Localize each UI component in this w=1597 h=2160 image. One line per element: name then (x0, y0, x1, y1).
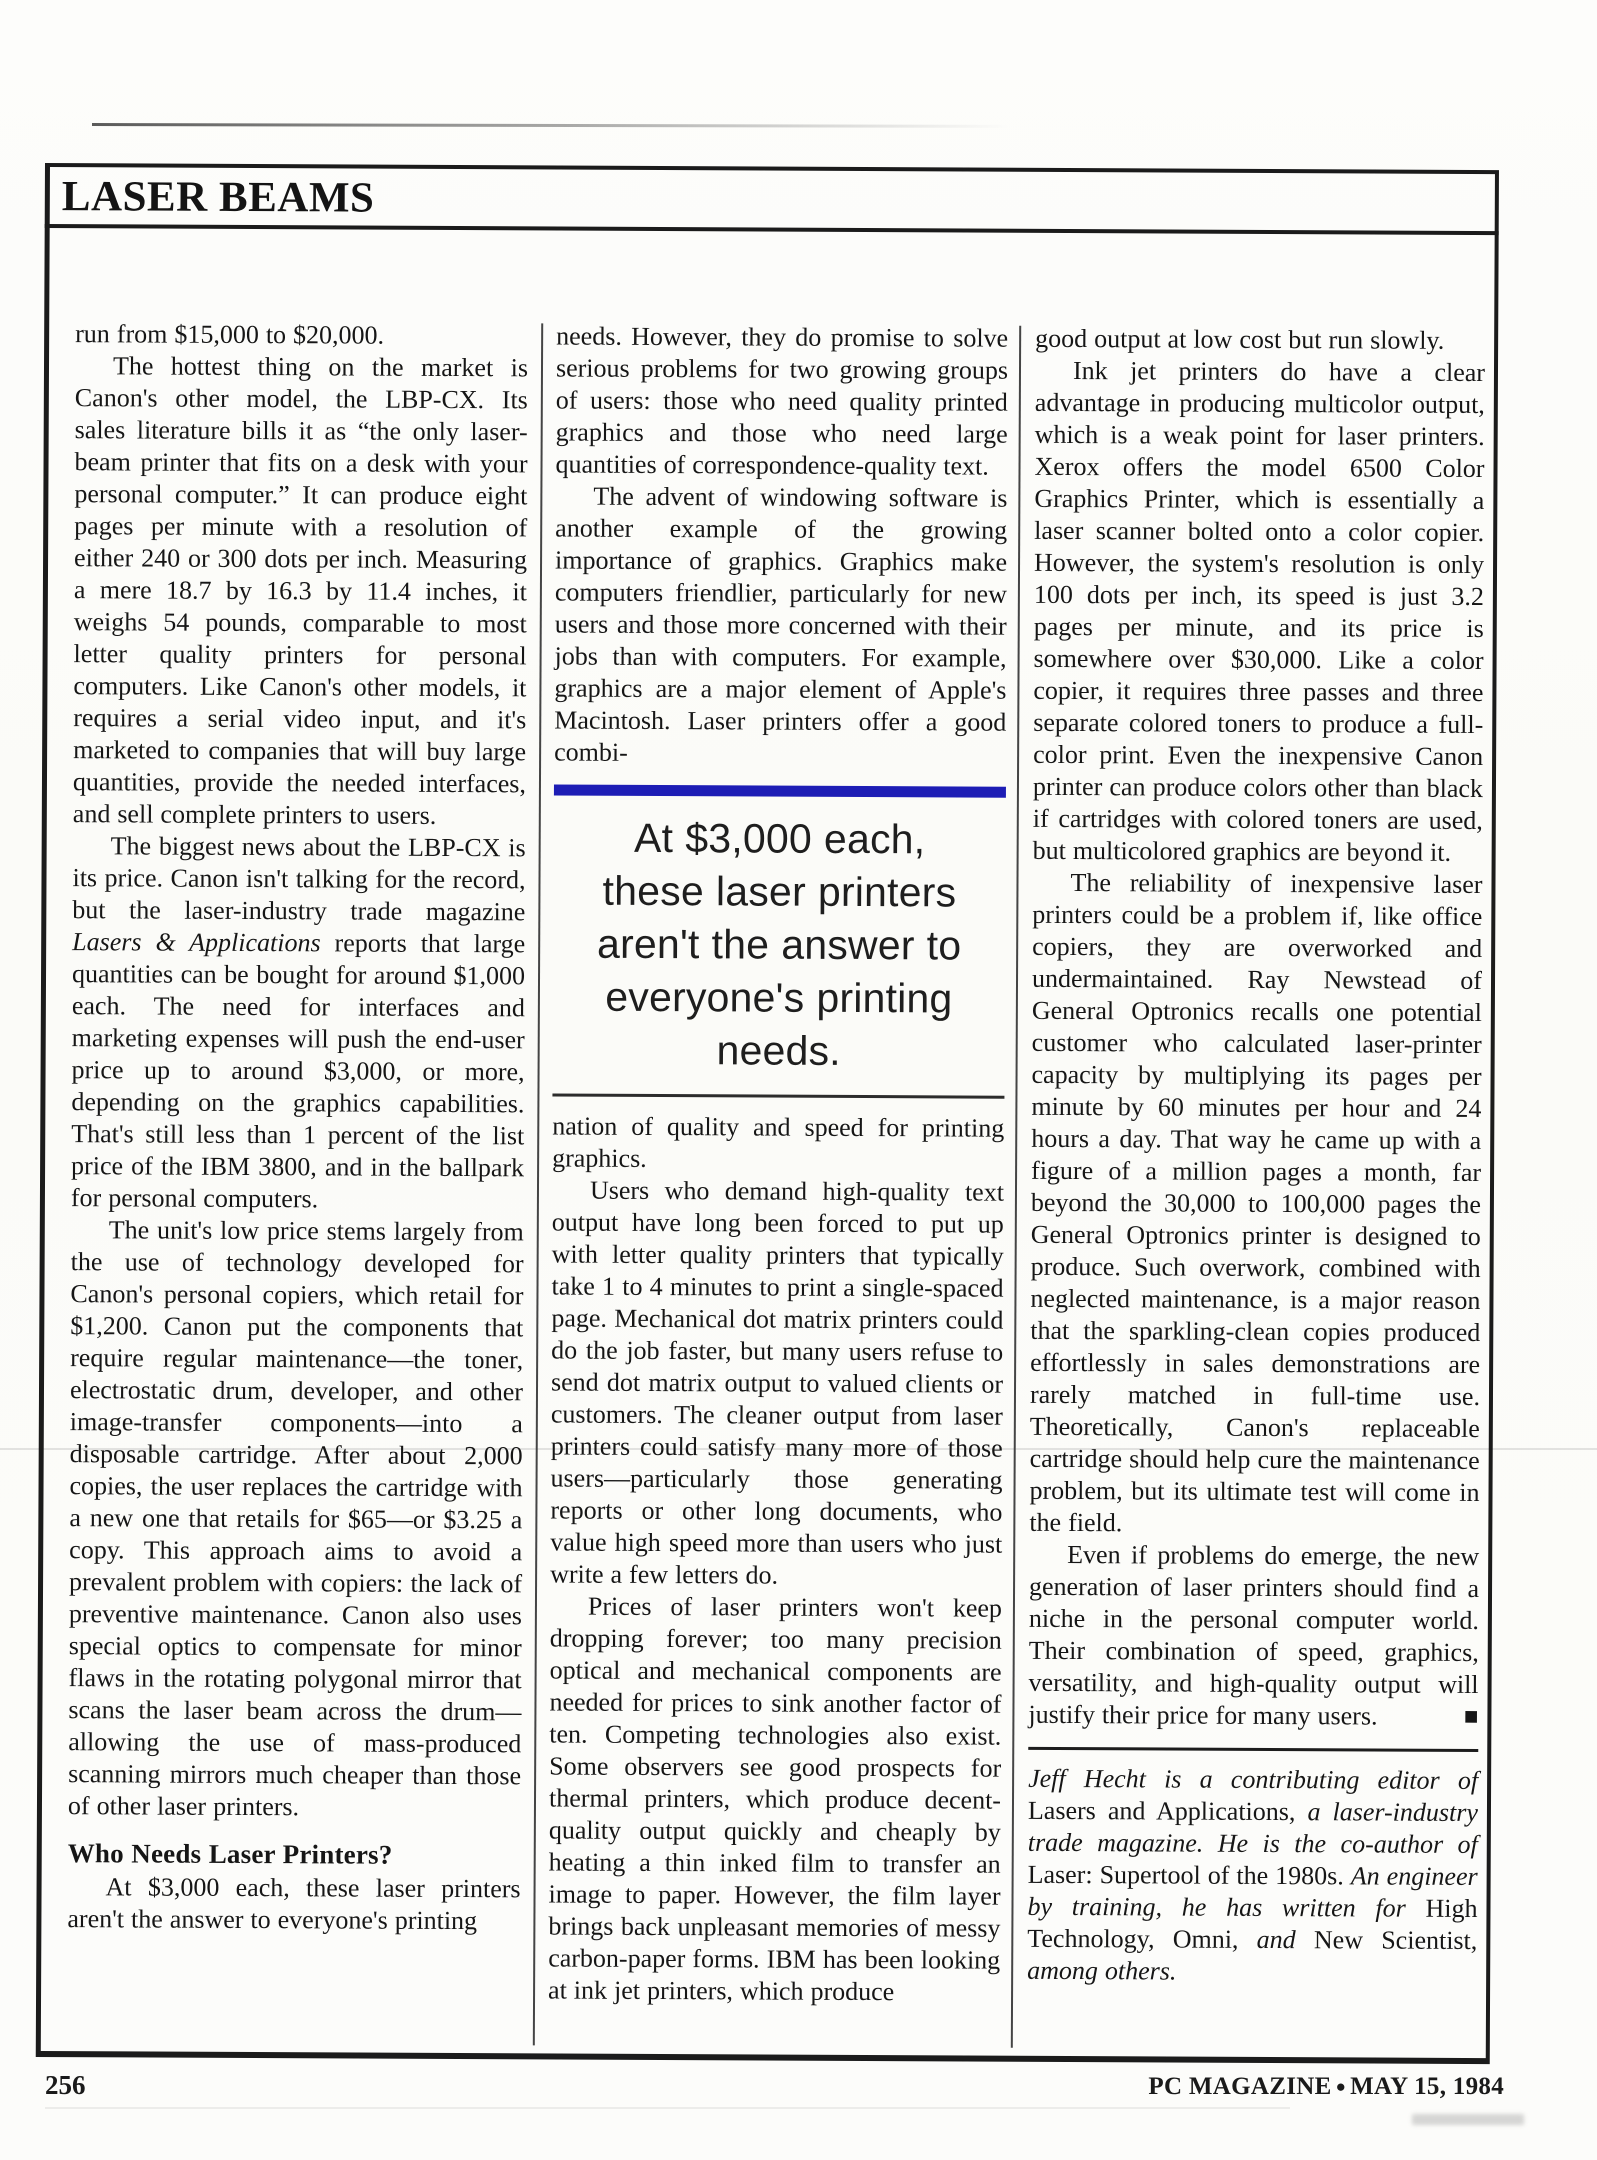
text-segment: Lasers & Applications (72, 927, 321, 958)
text-segment: run from $15,000 to $20,000. (75, 319, 385, 350)
article-frame (36, 163, 1499, 2064)
article-paragraph (548, 1590, 1002, 2008)
text-segment: among others. (1027, 1955, 1177, 1986)
text-segment: needs. However, they do promise to solve serious problems for two growing groups of users: those who need quality printed graphics and those who need large quantities of correspondence-quality text. (555, 321, 1009, 481)
article-column-2 (548, 321, 1008, 2009)
text-segment: Prices of laser printers won't keep dropping forever; too many precision optical and mechanical components are needed for prices to sink another factor of ten. Competing technologies also exist. Some observers see good prospects for thermal printers, which produce decent-quality output quickly and cheaply by heating a thin inked film to transfer an image to paper. However, the film layer brings back unpleasant memories of messy carbon-paper forms. IBM has been looking at ink jet printers, which produce (548, 1591, 1003, 2007)
text-segment: The advent of windowing software is another example of the growing importance of graphics. Graphics make computers friendlier, particularly for new users and those more concerned with their jobs than with computers. For example, graphics are a major element of Apple's Macintosh. Laser printers offer a good combi- (554, 481, 1008, 767)
text-segment: reports that large quantities can be bought for around $1,000 each. The need for interfaces and marketing expenses will push the end-user price up to around $3,000, or more, depending on the graphics capabilities. That's still less than 1 percent of the list price of the IBM 3800, and in the ballpark for personal computers. (70, 928, 526, 1214)
text-segment: At $3,000 each, these laser printers aren't the answer to everyone's printing (67, 1872, 521, 1936)
text-segment: The biggest news about the LBP-CX is its price. Canon isn't talking for the record, but the laser-industry trade magazine (72, 831, 526, 927)
text-segment: a laser-industry trade magazine. He is the co-author of (1027, 1797, 1479, 1860)
article-paragraph (75, 318, 528, 352)
bio-divider (1028, 1747, 1478, 1752)
pull-quote-rule (552, 1093, 1004, 1098)
magazine-name: PC MAGAZINE (1148, 2073, 1332, 2100)
article-paragraph (550, 1174, 1004, 1592)
section-heading: Who Needs Laser Printers? (67, 1838, 393, 1870)
text-segment: good output at low cost but run slowly. (1035, 323, 1445, 355)
article-paragraph (555, 321, 1008, 483)
text-segment: The hottest thing on the market is Canon's other model, the LBP-CX. Its sales literature bills it as “the only laser-beam printer that fits on a desk with your personal computer.” It can produce eight pages per minute with a resolution of either 240 or 300 dots per inch. Measuring a mere 18.7 by 16.3 by 11.4 inches, it weighs 54 pounds, comparable to most letter quality printers for personal computers. Like Canon's other models, it requires a serial video input, and it's marketed to companies that will buy large quantities, provide the needed interfaces, and sell complete printers to users. (72, 351, 529, 830)
text-segment: An engineer by training, he has written for (1027, 1861, 1478, 1923)
pull-quote-line: needs. (716, 1027, 841, 1074)
text-segment: Users who demand high-quality text output have long been forced to put up with letter quality printers that typically take 1 to 4 minutes to print a single-spaced page. Mechanical dot matrix printers could do the job faster, but many users refuse to send dot matrix output to valued clients or customers. The cleaner output from laser printers could satisfy many more of those users—particularly those generating reports or other long documents, who value high speed more than users who just write a few letters do. (550, 1175, 1005, 1590)
text-segment: The unit's low price stems largely from the use of technology developed for Canon's personal copiers, which retail for $1,200. Canon put the components that require regular maintenance—the toner, electrostatic drum, developer, and other image-transfer components—into a disposable cartridge. After about 2,000 copies, the user replaces the cartridge with a new one that retails for $65—or $3.25 a copy. This approach aims to avoid a prevalent problem with copiers: the lack of preventive maintenance. Canon also uses special optics to compensate for minor flaws in the rotating polygonal mirror that scans the laser beam across the drum—allowing the use of mass-produced scanning mirrors much cheaper than those of other laser printers. (67, 1215, 524, 1822)
article-paragraph (67, 1871, 520, 1937)
text-segment: New Scientist, (1313, 1925, 1478, 1956)
text-segment: Ink jet printers do have a clear advantage in producing multicolor output, which is a weak point for laser printers. Xerox offers the model 6500 Color Graphics Printer, which is essentially a laser scanner bolted onto a color copier. However, the system's resolution is only 100 dots per inch, its speed is just 3.2 pages per minute, and its price is somewhere over $30,000. Like a color copier, it requires three passes and three separate colored toners to produce a full-color print. Even the inexpensive Canon printer can produce colors other than black if cartridges with colored toners are used, but multicolored graphics are beyond it. (1032, 356, 1486, 867)
issue-date: MAY 15, 1984 (1350, 2073, 1504, 2100)
text-segment: Laser: Supertool of the 1980s. (1027, 1859, 1351, 1891)
article-section-title: LASER BEAMS (61, 173, 375, 222)
article-paragraph (68, 1214, 524, 1824)
scan-artifact-mark (1412, 2114, 1524, 2125)
pull-quote (552, 784, 1006, 1098)
article-column-1 (67, 318, 528, 1937)
text-segment: High Technology, Omni, (1027, 1893, 1478, 1954)
article-paragraph (1029, 867, 1482, 1541)
pull-quote-line: these laser printers (602, 867, 957, 916)
article-paragraph (554, 480, 1007, 770)
pull-quote-line: everyone's printing (605, 973, 953, 1022)
page-number: 256 (45, 2070, 86, 2100)
pull-quote-line: aren't the answer to (596, 920, 962, 969)
text-segment: nation of quality and speed for printing graphics. (552, 1111, 1005, 1173)
article-paragraph (73, 350, 528, 832)
text-segment: Jeff Hecht is a contributing editor of (1028, 1763, 1479, 1796)
text-segment: The reliability of inexpensive laser printers could be a problem if, like office copiers, they are overworked and undermaintained. Ray Newstead of General Optronics recalls one potential customer who calculated laser-printer capacity by multiplying its pages per minute by 60 minutes per hour and 24 hours a day. That way he came up with a figure of a million pages a month, far beyond the 30,000 to 100,000 pages the General Optronics printer is designed to produce. Such overwork, combined with neglected maintenance, is a major reason that the sparkling-clean copies produced effortlessly in sales demonstrations are rarely matched in full-time use. Theoretically, Canon's replaceable cartridge should help cure the maintenance problem, but its ultimate test will come in the field. (1029, 868, 1483, 1538)
pull-quote-text (553, 811, 1006, 1078)
pull-quote-line: At $3,000 each, (633, 814, 926, 863)
pull-quote-accent-bar (554, 784, 1006, 797)
article-paragraph (552, 1110, 1004, 1176)
end-of-article-marker: ■ (1463, 1703, 1479, 1731)
article-paragraph (1035, 323, 1485, 357)
scan-artifact-line (92, 123, 1057, 128)
article-column-3 (1027, 323, 1485, 1989)
bullet-separator: ● (1335, 2077, 1347, 2096)
text-segment: and (1256, 1924, 1315, 1955)
text-segment: Lasers and Applications, (1027, 1795, 1308, 1827)
scan-footer-rule (45, 2107, 1290, 2109)
article-paragraph (1028, 1539, 1479, 1733)
footer-magazine-line (1100, 2073, 1504, 2101)
text-segment: Even if problems do emerge, the new generation of laser printers should find a niche in the personal computer world. Their combination of speed, graphics, versatility, and high-quality output will justify their price for many users. (1028, 1540, 1480, 1731)
article-paragraph (1033, 355, 1485, 869)
author-bio (1027, 1763, 1478, 1989)
article-paragraph (71, 830, 526, 1216)
